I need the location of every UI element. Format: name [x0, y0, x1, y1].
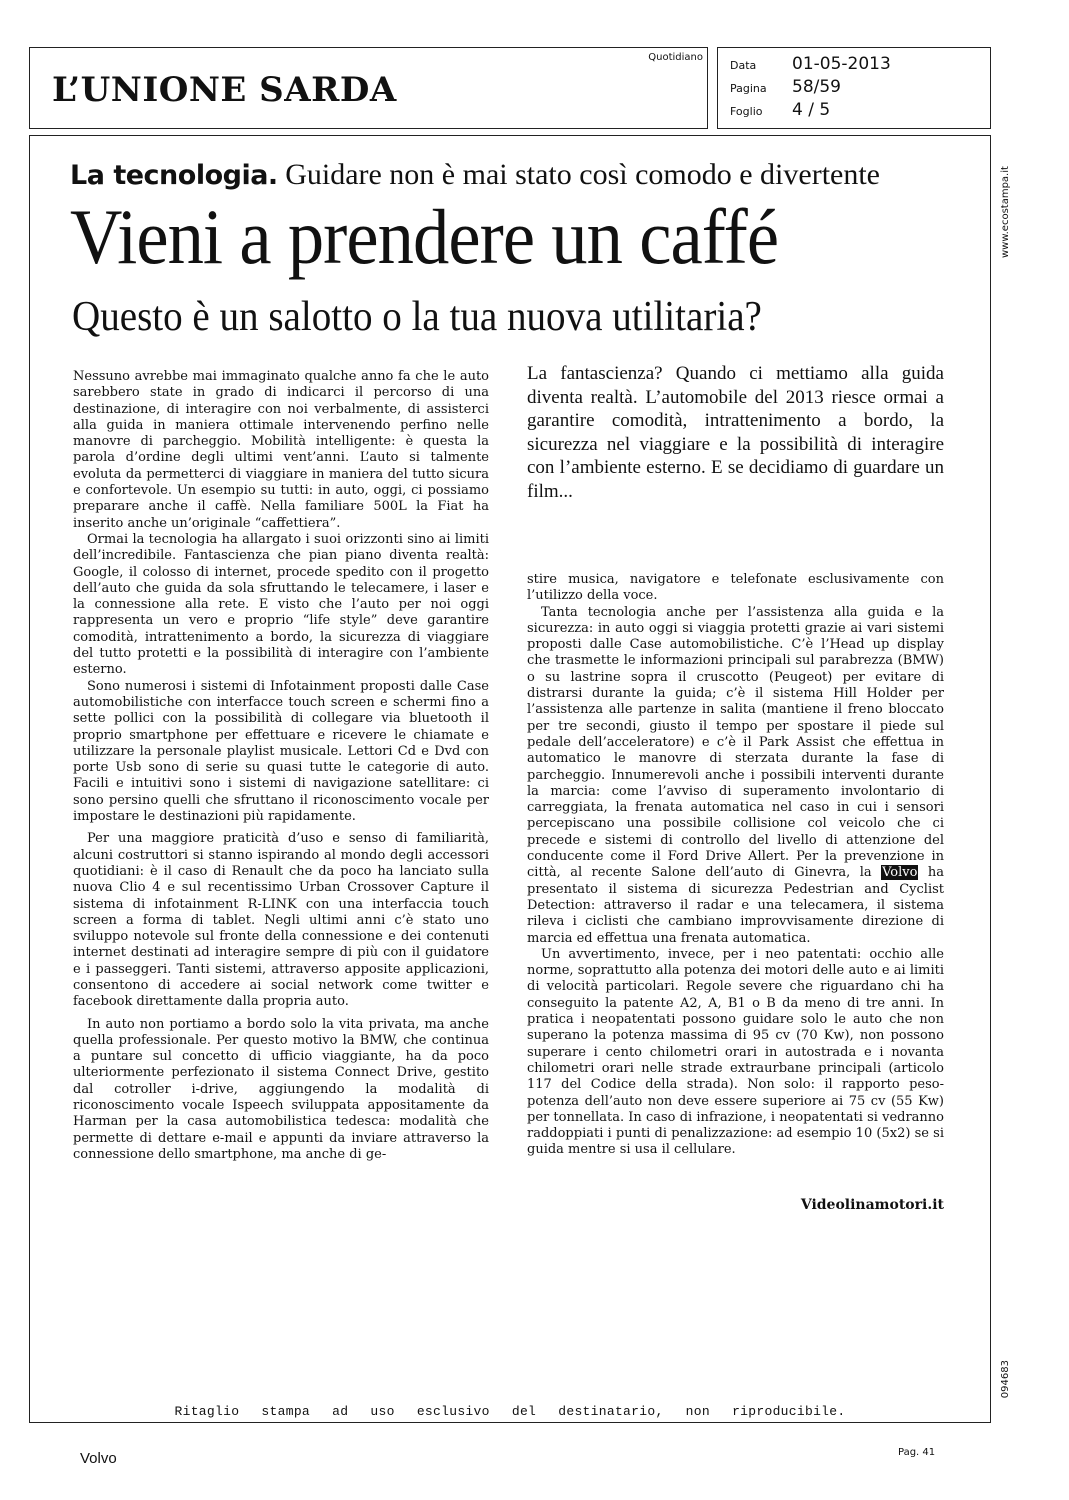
- masthead-box: [29, 47, 708, 129]
- paragraph: Per una maggiore praticità d’uso e senso di familiarità, alcuni costruttori si stanno ispirando al mondo degli accessori quotidiani: è il caso di Renault che da poco ha lanciato sulla nuova Clio 4 e sul recentissimo Urban Crossover Capture il sistema di infotainment R-LINK con una interfaccia touch screen a forma di tablet. Negli ultimi anni c’è stato uno sviluppo notevole sul fronte della connessione e dei contenuti internet destinati ad interagire sempre di più con il guidatore e i passeggeri. Tanti sistemi, attraverso apposite applicazioni, consentono di accedere ai social network come twitter e facebook direttamente dalla propria auto.: [73, 831, 489, 1010]
- article-signature: Videolinamotori.it: [800, 1197, 944, 1213]
- pagina-label: Pagina: [730, 82, 767, 95]
- paragraph-text-continued: ha presentato il sistema di sicurezza Pedestrian and Cyclist Detection: attraverso il radar e una telecamera, il sistema rileva i ciclisti che cambiano improvvisamente direzione di marcia ed effettua una frenata automatica.: [527, 865, 944, 946]
- metadata-box: [717, 47, 991, 129]
- meta-row-pagina: [730, 77, 841, 97]
- kicker-rest: Guidare non è mai stato così comodo e divertente: [277, 158, 881, 191]
- paragraph: Nessuno avrebbe mai immaginato qualche anno fa che le auto sarebbero state in grado di indicarci il percorso di una destinazione, di interagire con noi verbalmente, di assisterci alla guida in maniera ottimale intervenendo perfino nelle manovre di parcheggio. Mobilità intelligente: è questa la parola d’ordine degli ultimi vent’anni. L’auto si talmente evoluta da permetterci di viaggiare in maniera del tutto sicura e confortevole. Un esempio su tutti: in auto, oggi, ci possiamo preparare anche il caffè. Nella familiare 500L la Fiat ha inserito anche un’originale “caffettiera”.: [73, 369, 489, 531]
- footer-page-number: Pag. 41: [898, 1447, 936, 1458]
- paragraph: Ormai la tecnologia ha allargato i suoi orizzonti sino ai limiti dell’incredibile. Fantascienza che pian piano diventa realtà: Google, il colosso di internet, procede spedito con il progetto dell’auto che guida da sola sfruttando le telecamere, i laser e la connessione alla rete. E visto che l’auto per noi oggi rappresenta un vero e proprio “life style” deve garantire comodità, intrattenimento a bordo, la sicurezza di viaggiare del tutto protetti e la possibilità di interagire con l’ambiente esterno.: [73, 531, 489, 678]
- article-lead: La fantascienza? Quando ci mettiamo alla guida diventa realtà. L’automobile del 2013 riesce ormai a garantire comodità, intrattenimento a bordo, la sicurezza nel viaggiare e la possibilità di interagire con l’ambiente esterno. E se decidiamo di guardare un film...: [527, 363, 944, 502]
- article-column-1: [73, 369, 489, 1163]
- paragraph: In auto non portiamo a bordo solo la vita privata, ma anche quella professionale. Per questo motivo la BMW, che continua a puntare sul concetto di ufficio viaggiante, ha da poco ulteriormente perfezionato il sistema Connect Drive, gestito dal cotroller i-drive, aggiungendo la modalità di riconoscimento vocale Ispeech sviluppata appositamente da Harman per la casa automobilistica tedesca: modalità che permette di dettare e-mail e appunti da inviare attraverso la connessione dello smartphone, ma anche di ge-: [73, 1016, 489, 1162]
- article-kicker: [70, 158, 880, 192]
- clipping-code: 094683: [1000, 1360, 1011, 1399]
- paragraph-with-highlight: [527, 605, 944, 947]
- volvo-keyword-highlight: Volvo: [882, 865, 918, 881]
- foglio-value: 4 / 5: [792, 100, 831, 120]
- meta-row-foglio: [730, 100, 830, 120]
- foglio-label: Foglio: [730, 105, 763, 118]
- paragraph: Sono numerosi i sistemi di Infotainment proposti dalle Case automobilistiche con interfacce touch screen e schermi fino a sette pollici con la possibilità di collegare via bluetooth il proprio smartphone per effettuare e ricevere le chiamate e utilizzare la personale playlist musicale. Lettori Cd e Dvd con porte Usb sono di serie su quasi tutte le categorie di auto. Facili e intuitivi sono i sistemi di navigazione satellitare: ci sono persino quelli che sfruttano il riconoscimento vocale per impostare le destinazioni più rapidamente.: [73, 678, 489, 825]
- paragraph-text: Tanta tecnologia anche per l’assistenza alla guida e la sicurezza: in auto oggi si viaggia protetti grazie ai vari sistemi proposti dalle Case automobilistiche. C’è l’Head up display che trasmette le informazioni principali sul parabrezza (BMW) o su lastrine sopra il cruscotto (Peugeot) per evitare di distrarsi durante la guida; c’è il sistema Hill Holder per l’assistenza alle partenze in salita (mantiene il freno bloccato per tre secondi, giusto il tempo per spostare il piede sul pedale dell’acceleratore) e c’è il Park Assist che effettua in automatico le manovre di sterzata durante la fase di parcheggio. Innumerevoli anche i possibili interventi durante la marcia: come l’avviso di superamento involontario di carreggiata, la frenata automatica nel caso in cui i sensori percepiscano una possibile collisione col veicolo che ci precede e sistemi di controllo del livello di attenzione del conducente come il Ford Drive Allert. Per la prevenzione in città, al recente Salone dell’auto di Ginevra, la: [527, 604, 944, 881]
- meta-row-data: [730, 54, 891, 74]
- article-subheadline: Questo è un salotto o la tua nuova utilitaria?: [72, 294, 762, 340]
- data-value: 01-05-2013: [792, 54, 891, 74]
- ecostampa-website: www.ecostampa.it: [1000, 166, 1011, 258]
- paragraph: stire musica, navigatore e telefonate esclusivamente con l’utilizzo della voce.: [527, 572, 944, 604]
- article-headline: Vieni a prendere un caffé: [70, 193, 779, 280]
- pagina-value: 58/59: [792, 77, 841, 97]
- kicker-bold: La tecnologia.: [70, 160, 278, 191]
- data-label: Data: [730, 59, 757, 72]
- article-column-2: [527, 572, 944, 1159]
- paragraph: Un avvertimento, invece, per i neo patentati: occhio alle norme, soprattutto alla potenza dei motori delle auto e ai limiti di velocità particolari. Regole severe che riguardano chi ha conseguito la patente A2, A, B1 o B da meno di tre anni. In pratica i neopatentati possono guidare solo le auto che non superano la potenza massima di 95 cv (70 Kw), non possono superare i cento chilometri orari in autostrada e i novanta chilometri orari nelle strade extraurbane principali (articolo 117 del Codice della strada). Non solo: il rapporto peso-potenza dell’auto non deve essere superiore ai 75 cv (55 Kw) per tonnellata. In caso di infrazione, i neopatentati si vedranno raddoppiati i punti di penalizzazione: ad esempio 10 (5x2) se si guida mentre si usa il cellulare.: [527, 946, 944, 1158]
- clipping-disclaimer: Ritaglio stampa ad uso esclusivo del destinatario, non riproducibile.: [174, 1404, 846, 1419]
- publication-type: Quotidiano: [648, 52, 703, 63]
- footer-keyword: Volvo: [80, 1450, 117, 1467]
- newspaper-name: L’UNIONE SARDA: [52, 70, 397, 110]
